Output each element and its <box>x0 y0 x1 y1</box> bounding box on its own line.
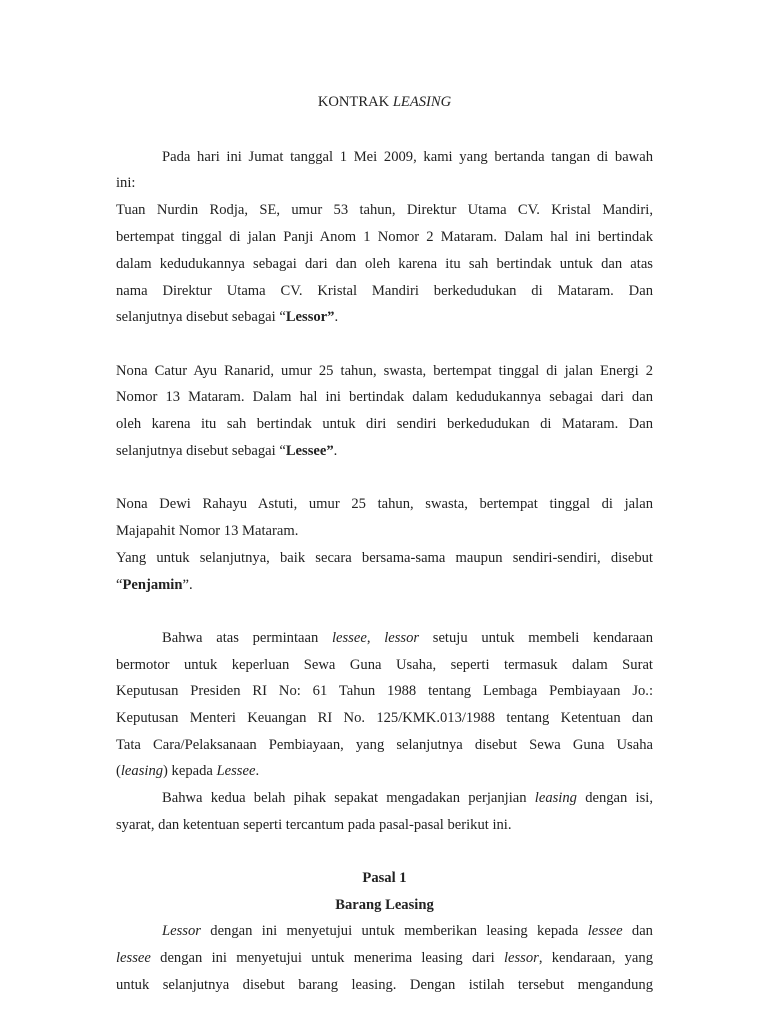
lessee-line-2: Nomor 13 Mataram. Dalam hal ini bertindak dalam kedudukannya sebagai dari dan <box>116 389 653 405</box>
penjamin-line-4 <box>116 576 653 594</box>
pasal-1-line-1: Lessor dengan ini menyetujui untuk memberikan leasing kepada lessee dan <box>162 923 653 939</box>
bahwa1-line-6: (leasing) kepada Lessee. <box>116 763 260 779</box>
penjamin-designation-prefix: “ <box>116 577 123 593</box>
lessor-line-5 <box>116 308 653 326</box>
bahwa2-line-2: syarat, dan ketentuan seperti tercantum pada pasal-pasal berikut ini. <box>116 817 512 833</box>
lessee-line-3: oleh karena itu sah bertindak untuk diri sendiri berkedudukan di Mataram. Dan <box>116 416 653 432</box>
bahwa1-line-3: Keputusan Presiden RI No: 61 Tahun 1988 tentang Lembaga Pembiayaan Jo.: <box>116 683 653 699</box>
bahwa2-line-1: Bahwa kedua belah pihak sepakat mengadakan perjanjian leasing dengan isi, <box>162 790 653 806</box>
title-italic-text: LEASING <box>392 94 452 110</box>
lessee-designation-suffix: . <box>333 443 338 459</box>
bahwa1-line-1: Bahwa atas permintaan lessee, lessor setuju untuk membeli kendaraan <box>162 630 653 646</box>
intro-line-1: Pada hari ini Jumat tanggal 1 Mei 2009, kami yang bertanda tangan di bawah <box>162 149 653 165</box>
bahwa1-line-2: bermotor untuk keperluan Sewa Guna Usaha, seperti termasuk dalam Surat <box>116 657 653 673</box>
penjamin-designation: Penjamin <box>122 577 183 593</box>
lessor-line-2: bertempat tinggal di jalan Panji Anom 1 Nomor 2 Mataram. Dalam hal ini bertindak <box>116 229 653 245</box>
penjamin-line-2: Majapahit Nomor 13 Mataram. <box>116 523 299 539</box>
lessor-line-4: nama Direktur Utama CV. Kristal Mandiri berkedudukan di Mataram. Dan <box>116 283 653 299</box>
intro-line-2: ini: <box>116 175 136 191</box>
lessor-line-1: Tuan Nurdin Rodja, SE, umur 53 tahun, Direktur Utama CV. Kristal Mandiri, <box>116 202 653 218</box>
lessee-designation-prefix: selanjutnya disebut sebagai “ <box>116 443 286 459</box>
lessor-line-3: dalam kedudukannya sebagai dari dan oleh karena itu sah bertindak untuk dan atas <box>116 256 653 272</box>
lessor-designation-suffix: . <box>334 309 339 325</box>
lessor-designation-prefix: selanjutnya disebut sebagai “ <box>116 309 286 325</box>
penjamin-line-3: Yang untuk selanjutnya, baik secara bersama-sama maupun sendiri-sendiri, disebut <box>116 550 653 566</box>
pasal-1-line-2: lessee dengan ini menyetujui untuk menerima leasing dari lessor, kendaraan, yang <box>116 950 653 966</box>
penjamin-line-1: Nona Dewi Rahayu Astuti, umur 25 tahun, swasta, bertempat tinggal di jalan <box>116 496 653 512</box>
bahwa1-line-5: Tata Cara/Pelaksanaan Pembiayaan, yang selanjutnya disebut Sewa Guna Usaha <box>116 737 653 753</box>
lessee-designation: Lessee” <box>285 443 334 459</box>
title-text: KONTRAK <box>317 94 393 110</box>
lessee-line-1: Nona Catur Ayu Ranarid, umur 25 tahun, swasta, bertempat tinggal di jalan Energi 2 <box>116 363 653 379</box>
document-title <box>116 93 653 111</box>
bahwa1-line-4: Keputusan Menteri Keuangan RI No. 125/KMK.013/1988 tentang Ketentuan dan <box>116 710 653 726</box>
pasal-1-heading: Pasal 1 <box>362 870 407 886</box>
pasal-1-line-3: untuk selanjutnya disebut barang leasing. Dengan istilah tersebut mengandung <box>116 977 653 993</box>
pasal-1-subheading: Barang Leasing <box>335 897 434 913</box>
lessor-designation: Lessor” <box>285 309 335 325</box>
penjamin-designation-suffix: ”. <box>182 577 193 593</box>
lessee-line-4 <box>116 442 653 460</box>
